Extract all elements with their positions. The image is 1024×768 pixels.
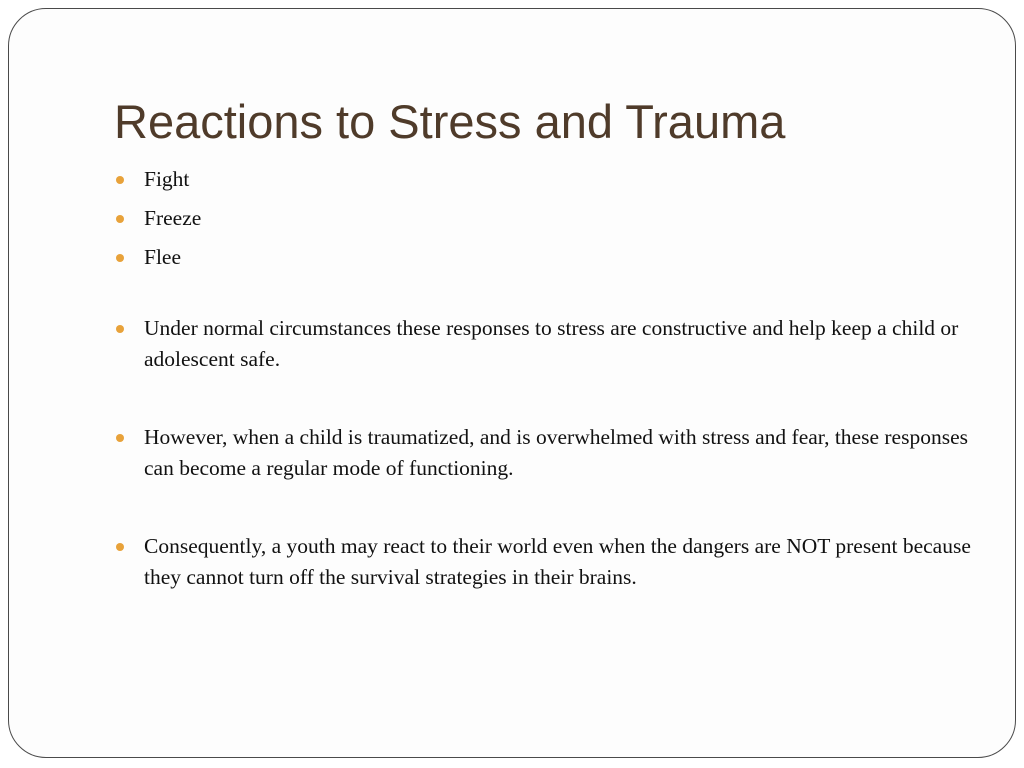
bullet-text: Flee bbox=[144, 245, 182, 269]
bullet-dot-icon bbox=[116, 176, 124, 184]
bullet-text: Freeze bbox=[144, 206, 202, 230]
bullet-item-flee bbox=[114, 242, 974, 273]
bullet-dot-icon bbox=[116, 215, 124, 223]
bullet-text: Fight bbox=[144, 167, 190, 191]
bullet-item-normal-circumstances bbox=[114, 313, 974, 375]
bullet-text: Consequently, a youth may react to their world even when the dangers are NOT present because they cannot turn off the survival strategies in their brains. bbox=[144, 534, 971, 589]
slide-title: Reactions to Stress and Trauma bbox=[114, 95, 786, 148]
bullet-item-traumatized bbox=[114, 422, 974, 484]
bullet-text: Under normal circumstances these responses to stress are constructive and help keep a child or adolescent safe. bbox=[144, 316, 959, 371]
bullet-dot-icon bbox=[116, 434, 124, 442]
bullet-dot-icon bbox=[116, 543, 124, 551]
bullet-text: However, when a child is traumatized, and is overwhelmed with stress and fear, these responses can become a regular mode of functioning. bbox=[144, 425, 968, 480]
bullet-dot-icon bbox=[116, 254, 124, 262]
bullet-list bbox=[114, 164, 974, 593]
bullet-dot-icon bbox=[116, 325, 124, 333]
bullet-item-fight bbox=[114, 164, 974, 195]
bullet-item-freeze bbox=[114, 203, 974, 234]
bullet-item-consequently bbox=[114, 531, 974, 593]
